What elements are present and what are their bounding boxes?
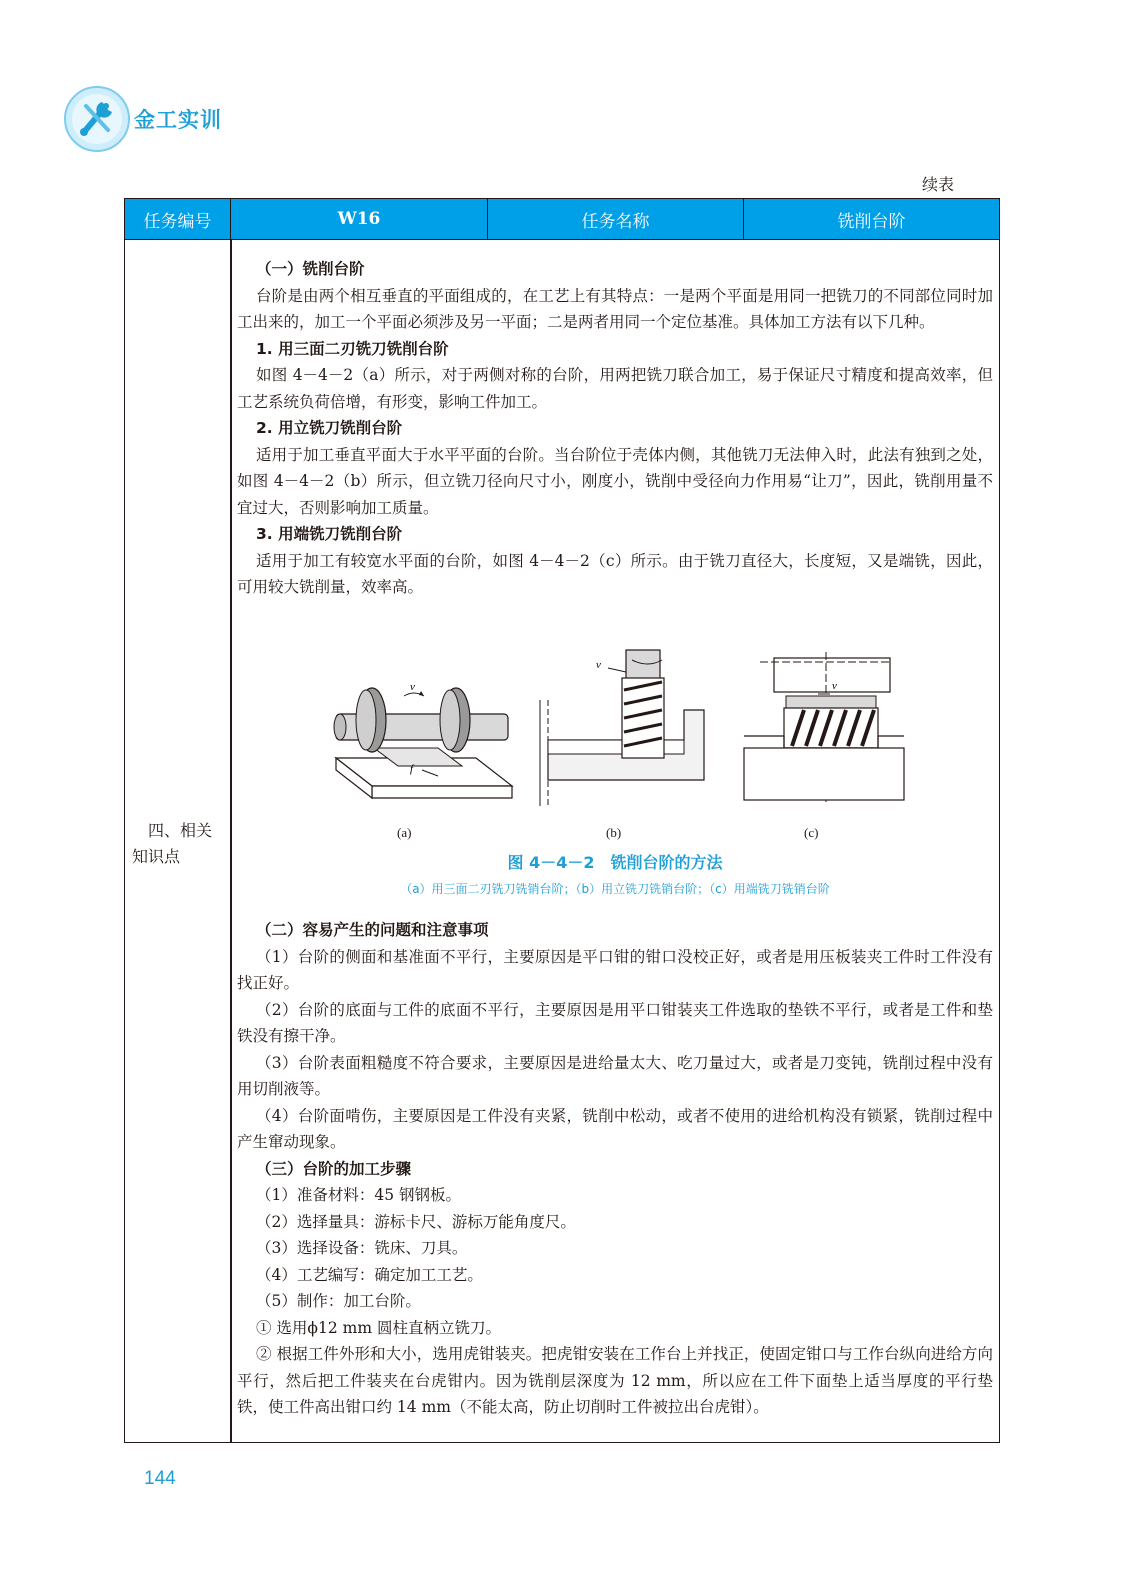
figure-caption: （a）用三面二刃铣刀铣销台阶；（b）用立铣刀铣销台阶；（c）用端铣刀铣销台阶 (400, 882, 830, 896)
section-problems-and-steps (237, 917, 993, 1421)
problem-3: （3）台阶表面粗糙度不符合要求，主要原因是进给量太大、吃刀量过大，或者是刀变钝，铣削过程中没有用切削液等。 (237, 1053, 993, 1098)
row-label-line2: 知识点 (132, 847, 181, 866)
method2-title: 2. 用立铣刀铣削台阶 (256, 419, 403, 437)
problem-1: （1）台阶的侧面和基准面不平行，主要原因是平口钳的钳口没校正好，或者是用压板装夹工件时工件没有找正好。 (237, 947, 993, 992)
wrench-logo-icon (62, 84, 132, 154)
figure-b-end-mill (534, 642, 714, 810)
header-task-name: 任务名称 (487, 198, 744, 240)
section1-title: （一）铣削台阶 (256, 260, 365, 278)
label-f: f (410, 763, 414, 775)
step-4: （4）工艺编写：确定加工工艺。 (256, 1265, 483, 1284)
step-3: （3）选择设备：铣床、刀具。 (256, 1239, 468, 1257)
book-title: 金工实训 (134, 108, 222, 132)
step-2: （2）选择量具：游标卡尺、游标万能角度尺。 (256, 1212, 576, 1231)
section-milling-steps (237, 256, 993, 601)
label-v-c: v (832, 680, 837, 692)
continuation-label: 续表 (922, 175, 955, 194)
header-task-number: 任务编号 (124, 198, 231, 240)
column-divider (230, 240, 232, 1443)
row-label (132, 818, 228, 870)
step-5: （5）制作：加工台阶。 (256, 1292, 421, 1310)
page-number: 144 (144, 1468, 176, 1489)
figure-title: 图 4－4－2 铣削台阶的方法 (507, 853, 723, 872)
figure-sub-label-a: (a) (397, 825, 412, 840)
method3-title: 3. 用端铣刀铣削台阶 (256, 525, 403, 543)
figure-sub-label-c: (c) (804, 825, 819, 840)
problem-2: （2）台阶的底面与工件的底面不平行，主要原因是用平口钳装夹工件选取的垫铁不平行，或者是工件和垫铁没有擦干净。 (237, 1000, 993, 1045)
problem-4: （4）台阶面啃伤，主要原因是工件没有夹紧，铣削中松动，或者不使用的进给机构没有锁紧，铣削过程中产生窜动现象。 (237, 1106, 993, 1151)
method2-text: 适用于加工垂直平面大于水平平面的台阶。当台阶位于壳体内侧，其他铣刀无法伸入时，此法有独到之处，如图 4－4－2（b）所示，但立铣刀径向尺寸小，刚度小，铣削中受径向力作用易“让刀”，因此，铣削用量不宜过大，否则影响加工质量。 (237, 445, 993, 517)
section1-intro: 台阶是由两个相互垂直的平面组成的，在工艺上有其特点：一是两个平面是用同一把铣刀的不同部位同时加工出来的，加工一个平面必须涉及另一平面；二是两者用同一个定位基准。具体加工方法有以下几种。 (237, 286, 993, 331)
label-v-a: v (410, 681, 415, 693)
figure-sub-label-b: (b) (606, 825, 622, 840)
method1-title: 1. 用三面二刃铣刀铣削台阶 (256, 339, 449, 358)
figure-a-side-milling-cutters (326, 676, 518, 806)
row-label-line1: 四、相关 (148, 821, 213, 840)
header-task-name-value: 铣削台阶 (743, 198, 1000, 240)
method3-text: 适用于加工有较宽水平面的台阶，如图 4－4－2（c）所示。由于铣刀直径大，长度短，又是端铣，因此，可用较大铣削量，效率高。 (237, 551, 993, 596)
section3-title: （三）台阶的加工步骤 (256, 1159, 412, 1178)
header-task-number-value: W16 (230, 198, 488, 240)
section2-title: （二）容易产生的问题和注意事项 (256, 921, 489, 939)
substep-1: ① 选用ϕ12 mm 圆柱直柄立铣刀。 (256, 1318, 501, 1337)
label-v-b: v (596, 659, 601, 671)
step-1: （1）准备材料：45 钢钢板。 (256, 1186, 462, 1204)
method1-text: 如图 4－4－2（a）所示，对于两侧对称的台阶，用两把铣刀联合加工，易于保证尺寸精度和提高效率，但工艺系统负荷倍增，有形变，影响工件加工。 (237, 366, 993, 411)
substep-2: ② 根据工件外形和大小，选用虎钳装夹。把虎钳安装在工作台上并找正，使固定钳口与工作台纵向进给方向平行，然后把工件装夹在台虎钳内。因为铣削层深度为 12 mm，所以应在工件下面垫上适当厚度的平行垫铁，使工件高出钳口约 14 mm（不能太高，防止切削时工件被拉出台虎钳）。 (237, 1345, 993, 1416)
figure-c-face-mill (740, 652, 906, 804)
